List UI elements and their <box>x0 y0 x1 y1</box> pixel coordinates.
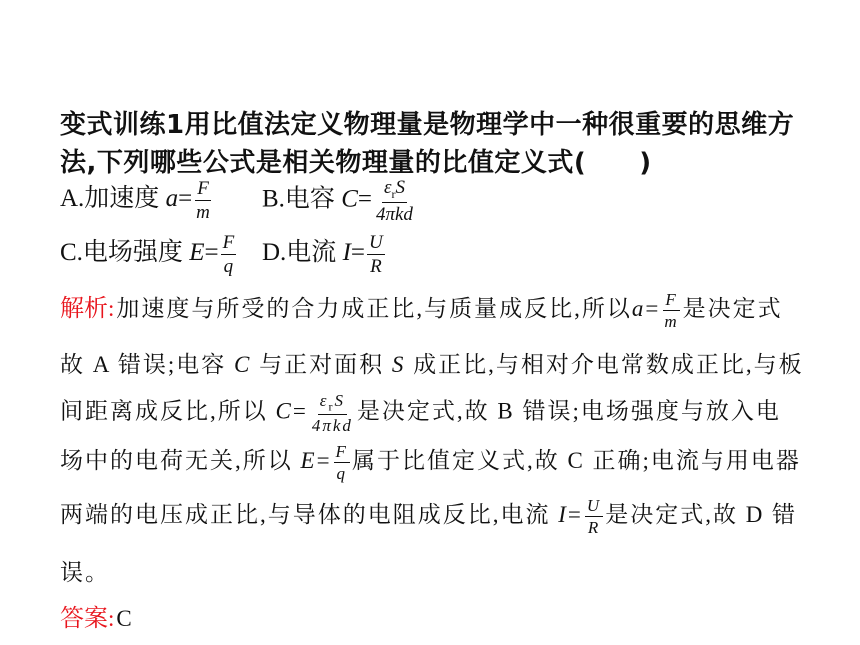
analysis-fraction-c-den: 4πkd <box>311 416 353 436</box>
option-c-var: E <box>189 239 205 266</box>
option-a <box>60 178 214 222</box>
analysis-text-4a: 场中的电荷无关,所以 <box>60 448 301 473</box>
option-b-fraction <box>374 178 415 224</box>
analysis-text-2a: 故 A 错误;电容 <box>60 352 234 377</box>
option-a-var: a <box>165 185 179 212</box>
analysis-var-c: C <box>233 352 252 377</box>
analysis-text-3b: 是决定式,故 B 错误;电场强度与放入电 <box>356 398 781 424</box>
answer-line <box>60 598 134 633</box>
analysis-text-5b: 是决定式,故 D 错 <box>605 502 798 527</box>
analysis-line-2 <box>60 346 804 379</box>
option-c <box>60 232 238 276</box>
analysis-eq-4: = <box>316 448 332 473</box>
analysis-text-2b: 与正对面积 <box>251 352 392 377</box>
analysis-text-4b: 属于比值定义式,故 C 正确;电流与用电器 <box>351 448 801 473</box>
option-b-epsilon-sub: r <box>391 186 396 201</box>
analysis-fraction-e-num: F <box>335 442 348 462</box>
analysis-fraction-c-s: S <box>334 391 345 410</box>
option-d-eq: = <box>350 239 365 266</box>
analysis-fraction-e-den: q <box>336 464 347 484</box>
option-d-numerator: U <box>369 231 383 253</box>
analysis-var-e: E <box>300 448 317 473</box>
analysis-text-2c: 成正比,与相对介电常数成正比,与板 <box>405 352 804 377</box>
analysis-line-5 <box>60 496 797 536</box>
option-c-denominator: q <box>223 255 234 277</box>
analysis-eq-1: = <box>645 296 661 321</box>
analysis-colon: : <box>108 296 117 321</box>
option-c-fraction <box>221 233 237 276</box>
question-line-1: 变式训练1用比值法定义物理量是物理学中一种很重要的思维方 <box>60 110 795 140</box>
analysis-fraction-i-den: R <box>587 518 601 538</box>
analysis-text-1: 加速度与所受的合力成正比,与质量成反比,所以 <box>116 296 632 321</box>
analysis-text-3a: 间距离成反比,所以 <box>60 398 276 424</box>
analysis-fraction-e <box>334 443 350 482</box>
option-c-eq: = <box>204 239 219 266</box>
option-d-label: D.电流 <box>262 239 343 266</box>
analysis-text-1-end: 是决定式 <box>682 296 783 321</box>
option-b-epsilon: ε <box>383 177 392 198</box>
analysis-line-1 <box>60 288 783 330</box>
analysis-fraction-c-sub: r <box>328 399 335 414</box>
analysis-eq-5: = <box>567 502 583 527</box>
analysis-var-i: I <box>558 502 568 527</box>
analysis-var-c2: C <box>275 398 293 424</box>
analysis-fraction-a <box>662 291 680 330</box>
option-b-label: B.电容 <box>262 185 342 213</box>
analysis-line-3 <box>60 392 781 434</box>
analysis-line-4 <box>60 442 801 482</box>
analysis-fraction-i <box>585 497 603 536</box>
analysis-var-s: S <box>391 352 406 377</box>
analysis-fraction-a-num: F <box>665 290 678 310</box>
option-a-eq: = <box>178 185 193 212</box>
answer-colon: : <box>108 606 117 631</box>
option-b-s: S <box>395 177 405 198</box>
option-b-eq: = <box>357 185 372 213</box>
option-d-fraction <box>367 233 385 276</box>
analysis-label: 解析 <box>60 294 108 322</box>
option-d <box>262 232 387 276</box>
option-c-numerator: F <box>222 231 235 253</box>
analysis-fraction-i-num: U <box>586 496 602 516</box>
analysis-text-5a: 两端的电压成正比,与导体的电阻成反比,电流 <box>60 502 559 527</box>
answer-value: C <box>116 606 134 631</box>
option-b <box>262 178 417 224</box>
answer-label: 答案 <box>60 604 108 632</box>
analysis-line-6: 误。 <box>60 560 110 585</box>
analysis-fraction-a-den: m <box>664 312 679 332</box>
analysis-fraction-c-epsilon: ε <box>319 391 329 410</box>
question-line-2: 法,下列哪些公式是相关物理量的比值定义式( ) <box>60 148 652 178</box>
analysis-var-a: a <box>631 296 646 321</box>
analysis-fraction-c <box>310 392 355 434</box>
option-b-var: C <box>341 185 358 213</box>
analysis-eq-3: = <box>292 398 308 424</box>
option-a-fraction <box>194 179 212 222</box>
option-d-denominator: R <box>370 255 382 277</box>
option-d-var: I <box>342 239 351 266</box>
option-b-denominator: 4πkd <box>375 203 413 225</box>
option-c-label: C.电场强度 <box>60 239 190 266</box>
option-a-denominator: m <box>196 201 210 223</box>
option-a-numerator: F <box>197 177 209 199</box>
option-a-label: A.加速度 <box>60 185 166 212</box>
option-b-numerator <box>382 178 407 203</box>
analysis-fraction-c-num <box>318 392 347 415</box>
